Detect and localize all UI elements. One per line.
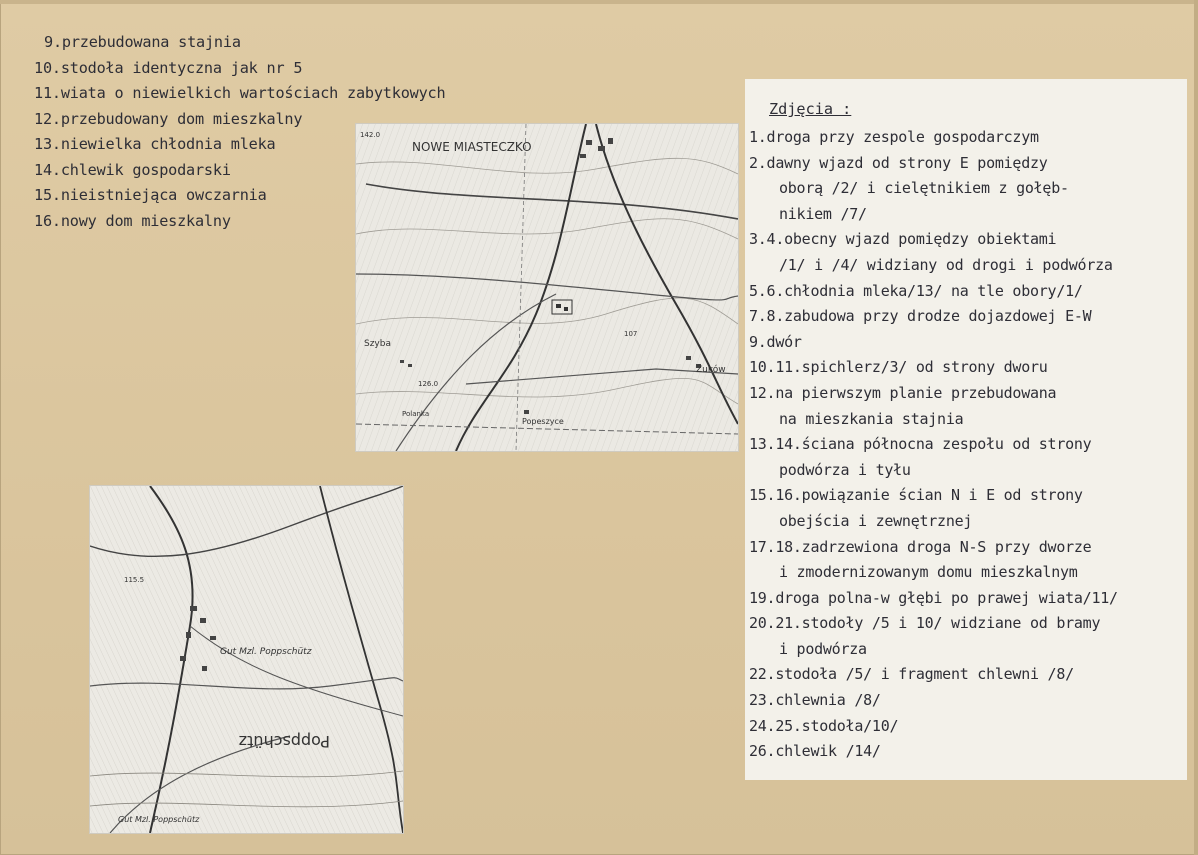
photo-item [749,330,1118,356]
map-label-gut: Gut Mzl. Poppschütz [118,815,200,824]
photo-item-continuation: /1/ i /4/ widziany od drogi i podwórza [779,255,1113,274]
photo-item [749,151,1118,228]
photo-item-text: 15.16.powiązanie ścian N i E od strony [749,486,1083,505]
photo-item [749,611,1118,662]
photo-item-text: 12.na pierwszym planie przebudowana [749,383,1057,402]
topographic-map-excerpt [356,124,738,451]
photo-item-text: 22.stodoła /5/ i fragment chlewni /8/ [749,665,1074,684]
photo-item [749,432,1118,483]
photo-item-text: 7.8.zabudowa przy drodze dojazdowej E-W [749,307,1092,326]
map-label-polanka: Polanka [402,410,430,418]
legend-item: 16.nowy dom mieszkalny [34,211,231,230]
map-label-elevation: 142.0 [360,131,381,139]
photo-item-continuation: i zmodernizowanym domu mieszkalnym [779,563,1078,582]
photo-item-text: 9.dwór [749,332,802,351]
photo-item-text: 26.chlewik /14/ [749,742,881,761]
photo-item [749,688,1118,714]
photo-item [749,662,1118,688]
map-label-elevation: 107 [624,330,638,338]
photo-item-text: 1.droga przy zespole gospodarczym [749,128,1039,146]
photo-heading: Zdjęcia : [769,100,852,118]
legend-item: 9.przebudowana stajnia [44,33,241,51]
photo-item [749,381,1118,432]
photo-item [749,125,1118,151]
photo-item [749,483,1118,534]
photo-list [749,125,1118,765]
photo-item [749,714,1118,740]
map-label-popeszyce: Popeszyce [522,417,564,426]
photo-item-continuation: oborą /2/ i cielętnikiem z gołęb- [779,179,1069,198]
map-label-zukow: Żuków [696,365,726,375]
map-label-town: NOWE MIASTECZKO [412,140,532,154]
photo-item-continuation: podwórza i tyłu [779,460,911,479]
photo-item-text: 20.21.stodoły /5 i 10/ widziane od bramy [749,614,1101,633]
photo-item-text: 3.4.obecny wjazd pomiędzy obiektami [749,230,1057,249]
photo-item [749,304,1118,330]
photo-item-continuation: obejścia i zewnętrznej [779,511,973,530]
page-top-edge [0,0,1198,4]
legend-item: 10.stodoła identyczna jak nr 5 [34,58,303,77]
legend-item: 11.wiata o niewielkich wartościach zabytkowych [34,84,446,102]
map-drawing [90,486,403,833]
photo-item-continuation: nikiem /7/ [779,204,867,223]
photo-list-card [745,79,1187,780]
legend-item: 13.niewielka chłodnia mleka [34,135,276,153]
photo-item-text: 23.chlewnia /8/ [749,691,881,710]
map-label-elevation: 115.5 [124,576,145,584]
photo-item-text: 17.18.zadrzewiona droga N-S przy dworze [749,537,1092,556]
photo-item-text: 5.6.chłodnia mleka/13/ na tle obory/1/ [749,281,1083,300]
map-label-elevation: 126.0 [418,380,439,388]
legend-item: 15.nieistniejąca owczarnia [34,186,267,204]
map-drawing [356,124,738,451]
photo-item [749,355,1118,381]
photo-item [749,279,1118,305]
photo-item-text: 24.25.stodoła/10/ [749,716,899,735]
photo-item-continuation: na mieszkania stajnia [779,409,964,428]
map-label-szyba: Szyba [364,339,391,349]
map-label-mirrored: Poppschütz [238,732,330,751]
photo-item-text: 2.dawny wjazd od strony E pomiędzy [749,153,1048,172]
legend-item: 14.chlewik gospodarski [34,160,231,179]
legend-item: 12.przebudowany dom mieszkalny [34,109,303,128]
photo-item [749,535,1118,586]
photo-item [749,739,1118,765]
photo-item-text: 10.11.spichlerz/3/ od strony dworu [749,358,1048,377]
photo-item [749,227,1118,278]
map-label-gut: Gut Mzl. Poppschütz [220,647,312,657]
photo-item-continuation: i podwórza [779,639,867,658]
photo-item-text: 19.droga polna-w głębi po prawej wiata/11/ [749,588,1118,607]
page-right-edge [1194,0,1198,855]
historical-map-excerpt [90,486,403,833]
photo-item-text: 13.14.ściana północna zespołu od strony [749,435,1092,454]
photo-item [749,586,1118,612]
